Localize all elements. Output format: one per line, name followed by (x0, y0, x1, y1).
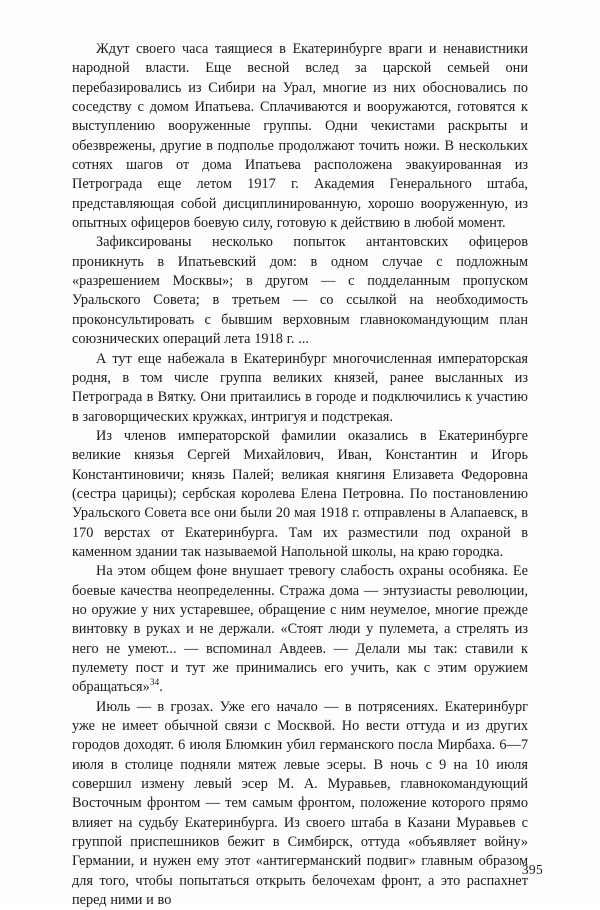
paragraph-with-footnote (72, 562, 528, 697)
paragraph: А тут еще набежала в Екатеринбург многочисленная императорская родня, в том числе группа великих князей, ранее высланных из Петрограда в Вятку. Они притаились в городе и подключились к участию в заговорщических кружках, интригуя и подстрекая. (72, 350, 528, 425)
footnote-marker: 34 (149, 678, 160, 689)
footnote-marker-tail: . (159, 679, 163, 696)
page-number: 395 (521, 862, 543, 877)
paragraph: Июль — в грозах. Уже его начало — в потрясениях. Екатеринбург уже не имеет обычной связи с Москвой. Но вести оттуда и из других городов доходят. 6 июля Блюмкин убил германского посла Мирбаха. 6—7 июля в столице подняли мятеж левые эсеры. В ночь с 9 на 10 июля совершил измену левый эсер М. А. Муравьев, главнокомандующий Восточным фронтом — тем самым фронтом, положение которого прямо влияет на судьбу Екатеринбурга. Из своего штаба в Казани Муравьев с группой приспешников бежит в Симбирск, оттуда «объявляет войну» Германии, и нужен ему этот «антигерманский подвиг» главным образом для того, чтобы попытаться открыть белочехам фронт, а это распахнет перед ними и во (72, 698, 528, 909)
paragraph: Из членов императорской фамилии оказались в Екатеринбурге великие князья Сергей Михайлович, Иван, Константин и Игорь Константиновичи; князь Палей; великая княгиня Елизавета Федоровна (сестра царицы); сербская королева Елена Петровна. По постановлению Уральского Совета все они были 20 мая 1918 г. отправлены в Алапаевск, в 170 верстах от Екатеринбурга. Там их разместили под охраной в каменном здании так называемой Напольной школы, на краю городка. (72, 427, 528, 560)
paragraph-text: На этом общем фоне внушает тревогу слабость охраны особняка. Ее боевые качества неопределенны. Стража дома — энтузиасты революции, но оружие у них устаревшее, обращение с ним неумелое, многие прежде винтовку в руках и не держали. «Стоят люди у пулемета, а стрелять из него не умеют... — вспоминал Авдеев. — Делали мы так: ставили к пулемету пост и тут же принимались его учить, как с этим оружием обращаться» (72, 563, 528, 696)
body-text-column (72, 40, 528, 910)
paragraph: Ждут своего часа таящиеся в Екатеринбурге враги и ненавистники народной власти. Еще весной вслед за царской семьей они перебазировались из Сибири на Урал, многие из них обосновались по соседству с домом Ипатьева. Сплачиваются и вооружаются, готовятся к выступлению вооруженные группы. Одни чекистами раскрыты и обезврежены, другие в подполье продолжают точить ножи. В нескольких сотнях шагов от дома Ипатьева расположена эвакуированная из Петрограда еще летом 1917 г. Академия Генерального штаба, представляющая собой дисциплинированную, хорошо вооруженную, из опытных офицеров боевую силу, готовую к действию в любой момент. (72, 41, 528, 232)
paragraph: Зафиксированы несколько попыток антантовских офицеров проникнуть в Ипатьевский дом: в одном случае с подложным «разрешением Москвы»; в другом — с подделанным пропуском Уральского Совета; в третьем — со ссылкой на необходимость проконсультировать с бывшим верховным главнокомандующим план союзнических операций лета 1918 г. ... (72, 234, 528, 348)
